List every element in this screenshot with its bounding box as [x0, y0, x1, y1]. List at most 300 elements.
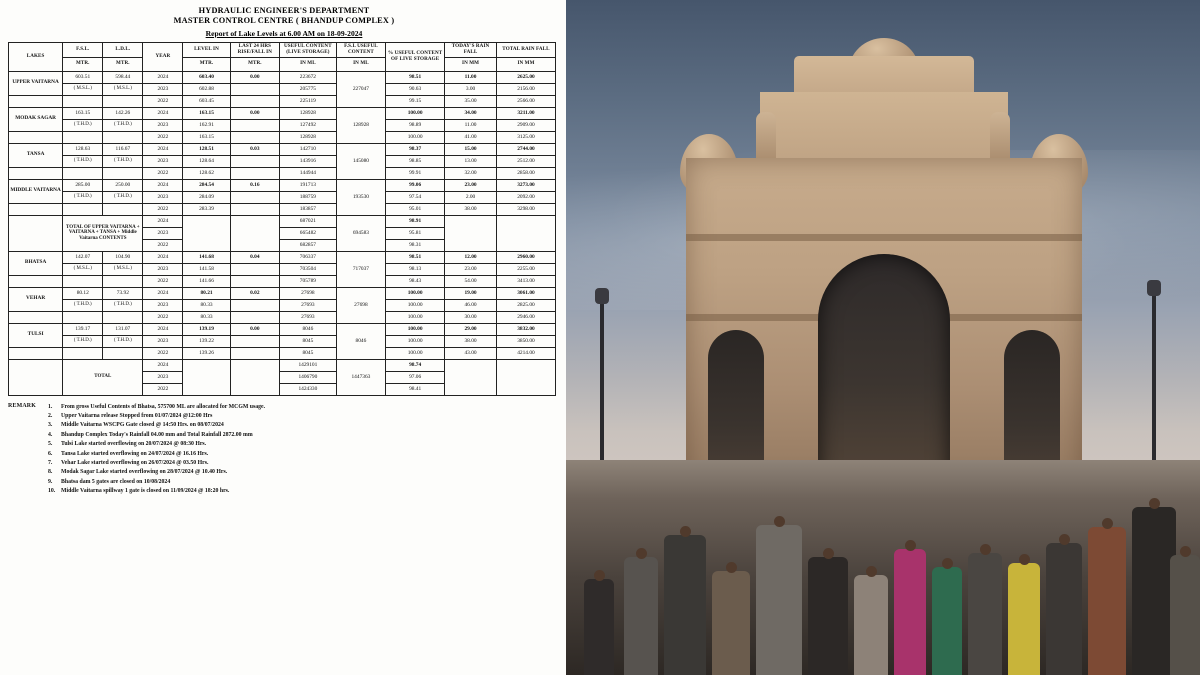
- table-body: [9, 71, 556, 395]
- table-row: [9, 95, 556, 107]
- person-head: [905, 540, 916, 551]
- cell-today-rain: 23.00: [445, 179, 497, 191]
- cell-percent: 100.00: [386, 107, 445, 119]
- cell-total-rain: 3832.00: [496, 323, 555, 335]
- cell-useful: 191713: [280, 179, 337, 191]
- cell-level: 284.09: [183, 191, 230, 203]
- remark-number: 3.: [48, 422, 53, 429]
- cell-percent: 98.51: [386, 71, 445, 83]
- cell-total-rain: 3273.00: [496, 179, 555, 191]
- remark-item: [48, 440, 560, 449]
- table-row: [9, 83, 556, 95]
- cell-today-rain: 38.00: [445, 203, 497, 215]
- cell-level: 163.15: [183, 107, 230, 119]
- cell-level: 128.51: [183, 143, 230, 155]
- cell-percent: 95.81: [386, 227, 445, 239]
- cell-fsl-useful: 717037: [336, 251, 386, 287]
- cell-today-rain: 43.00: [445, 347, 497, 359]
- cell-percent: 98.31: [386, 239, 445, 251]
- person-head: [680, 526, 691, 537]
- person: [1046, 543, 1082, 675]
- person-head: [774, 516, 785, 527]
- remarks-section: [8, 403, 560, 497]
- person-head: [1019, 554, 1030, 565]
- cell-rise-fall: 0.16: [230, 179, 280, 191]
- cell-rise-fall: [230, 95, 280, 107]
- table-row: [9, 155, 556, 167]
- cell-fsl: [63, 167, 103, 179]
- cell-ldl-note: ( T.H.D.): [103, 335, 143, 347]
- cell-ldl: 131.07: [103, 323, 143, 335]
- cell-year: 2023: [143, 263, 183, 275]
- cell-fsl-useful: 227047: [336, 71, 386, 107]
- cell-useful: 682857: [280, 239, 337, 251]
- cell-ldl: 250.00: [103, 179, 143, 191]
- unit-today-rain: IN MM: [445, 57, 497, 71]
- cell-fsl: 142.07: [63, 251, 103, 263]
- cell-lake-name: TANSA: [9, 143, 63, 167]
- cell-today-rain: 11.00: [445, 71, 497, 83]
- street-lamp-left-icon: [600, 300, 604, 486]
- remark-item: [48, 468, 560, 477]
- remark-number: 2.: [48, 413, 53, 419]
- cell-today-rain: 19.00: [445, 287, 497, 299]
- cell-percent: 100.00: [386, 335, 445, 347]
- person: [664, 535, 706, 675]
- table-row: [9, 311, 556, 323]
- street-lamp-right-icon: [1152, 292, 1156, 488]
- unit-level: MTR.: [183, 57, 230, 71]
- cell-total-rain: 2946.00: [496, 311, 555, 323]
- cell-today-rain: 3.00: [445, 83, 497, 95]
- central-archway: [818, 254, 950, 488]
- cell-year: 2023: [143, 119, 183, 131]
- cell-fsl: 128.63: [63, 143, 103, 155]
- remark-text: Middle Vaitarna WSCPG Gate closed @ 14:50 Hrs. on 08/07/2024: [61, 422, 224, 429]
- table-row: [9, 131, 556, 143]
- remark-item: [48, 421, 560, 430]
- cell-today-rain: 30.00: [445, 311, 497, 323]
- cell-today-rain: 34.00: [445, 107, 497, 119]
- remarks-title: REMARK: [8, 402, 37, 409]
- table-row: [9, 203, 556, 215]
- cell-rise-fall: [230, 167, 280, 179]
- table-units-row: [9, 57, 556, 71]
- cell-ldl-note: ( M.S.L.): [103, 83, 143, 95]
- col-level: LEVEL IN: [183, 43, 230, 57]
- cell-rise-fall: [230, 191, 280, 203]
- cell-year: 2024: [143, 107, 183, 119]
- cell-year: 2022: [143, 131, 183, 143]
- cell-useful: 128928: [280, 131, 337, 143]
- cell-year: 2022: [143, 347, 183, 359]
- cell-year: 2023: [143, 155, 183, 167]
- table-row: [9, 347, 556, 359]
- subtotal-label: TOTAL OF UPPER VAITARNA + VAITARNA + TANSA + Middle Vaitarna CONTENTS: [63, 215, 143, 251]
- unit-ldl: MTR.: [103, 57, 143, 71]
- remark-number: 4.: [48, 431, 53, 438]
- cell-percent: 100.00: [386, 299, 445, 311]
- remark-number: 7.: [48, 459, 53, 466]
- cell-percent: 99.06: [386, 179, 445, 191]
- cell-total-rain: 2858.00: [496, 167, 555, 179]
- grandtotal-total-blank: [496, 359, 555, 395]
- col-year: YEAR: [143, 43, 183, 71]
- cell-lake-name: [9, 203, 63, 215]
- remark-text: Upper Vaitarna release Stopped from 01/07/2024 @12:00 Hrs: [61, 413, 213, 419]
- cell-ldl: [103, 131, 143, 143]
- cell-fsl: [63, 203, 103, 215]
- person-head: [726, 562, 737, 573]
- cell-percent: 100.00: [386, 347, 445, 359]
- cell-lake-name: [9, 275, 63, 287]
- cell-rise-fall: [230, 299, 280, 311]
- cell-ldl: 73.92: [103, 287, 143, 299]
- gateway-of-india-photo: [566, 0, 1200, 675]
- cell-level: 603.45: [183, 95, 230, 107]
- cell-total-rain: 3850.00: [496, 335, 555, 347]
- cell-percent: 98.85: [386, 155, 445, 167]
- cell-useful: 27693: [280, 311, 337, 323]
- cell-ldl: [103, 203, 143, 215]
- cell-useful: 27693: [280, 299, 337, 311]
- cell-level: 283.39: [183, 203, 230, 215]
- table-row: [9, 167, 556, 179]
- cell-percent: 98.74: [386, 359, 445, 371]
- cell-fsl-note: ( T.H.D.): [63, 119, 103, 131]
- person-head: [594, 570, 605, 581]
- remark-text: Bhandup Complex Today's Rainfall 04.00 mm and Total Rainfall 2872.00 mm: [61, 431, 253, 438]
- cell-rise-fall: [230, 347, 280, 359]
- person-head: [942, 558, 953, 569]
- table-row: [9, 119, 556, 131]
- cell-fsl: 285.00: [63, 179, 103, 191]
- cell-today-rain: 29.00: [445, 323, 497, 335]
- cell-percent: 97.54: [386, 191, 445, 203]
- col-rise-fall: LAST 24 HRS RISE/FALL IN: [230, 43, 280, 57]
- cell-ldl-note: ( M.S.L.): [103, 263, 143, 275]
- cell-fsl-useful: 128928: [336, 107, 386, 143]
- cell-useful: 144944: [280, 167, 337, 179]
- cell-total-rain: 2960.00: [496, 251, 555, 263]
- cell-total-rain: 2744.00: [496, 143, 555, 155]
- table-row: [9, 71, 556, 83]
- cell-percent: 100.00: [386, 287, 445, 299]
- cell-useful: 687021: [280, 215, 337, 227]
- cell-ldl: [103, 311, 143, 323]
- remark-number: 6.: [48, 450, 53, 457]
- person: [894, 549, 926, 675]
- remark-number: 8.: [48, 469, 53, 476]
- cell-lake-name: BHATSA: [9, 251, 63, 275]
- grandtotal-rise-blank: [230, 359, 280, 395]
- cell-lake-name: [9, 311, 63, 323]
- cell-fsl-useful: 193530: [336, 179, 386, 215]
- person: [584, 579, 614, 675]
- cell-level: 80.33: [183, 311, 230, 323]
- cell-rise-fall: [230, 263, 280, 275]
- cell-year: 2022: [143, 275, 183, 287]
- table-row: [9, 335, 556, 347]
- cell-useful: 142710: [280, 143, 337, 155]
- turret-right-icon: [990, 112, 1010, 162]
- cell-percent: 98.41: [386, 383, 445, 395]
- person: [968, 553, 1002, 675]
- person-head: [1149, 498, 1160, 509]
- unit-fsl-useful: IN ML: [336, 57, 386, 71]
- remark-number: 9.: [48, 478, 53, 485]
- cell-fsl-note: ( T.H.D.): [63, 155, 103, 167]
- cell-percent: 95.01: [386, 203, 445, 215]
- cell-fsl: [63, 131, 103, 143]
- cornice-band-upper: [686, 234, 1082, 241]
- cell-fsl-useful: 27698: [336, 287, 386, 323]
- cell-rise-fall: 0.00: [230, 71, 280, 83]
- person-head: [1180, 546, 1191, 557]
- col-ldl: L.D.L.: [103, 43, 143, 57]
- cell-useful: 27698: [280, 287, 337, 299]
- cell-level: 128.64: [183, 155, 230, 167]
- cell-rise-fall: 0.00: [230, 107, 280, 119]
- cell-fsl: [63, 311, 103, 323]
- table-row: [9, 179, 556, 191]
- cell-useful: 183857: [280, 203, 337, 215]
- cell-percent: 98.91: [386, 215, 445, 227]
- table-row: [9, 275, 556, 287]
- unit-total-rain: IN MM: [496, 57, 555, 71]
- remark-text: Bhatsa dam 5 gates are closed on 10/08/2024: [61, 478, 171, 485]
- subtotal-blank: [9, 215, 63, 251]
- cell-useful: 705789: [280, 275, 337, 287]
- cell-lake-name: [9, 131, 63, 143]
- cell-year: 2023: [143, 371, 183, 383]
- cell-rise-fall: [230, 155, 280, 167]
- cell-total-rain: 2909.00: [496, 119, 555, 131]
- cell-useful: 1406790: [280, 371, 337, 383]
- remark-item: [48, 450, 560, 459]
- cell-percent: 100.00: [386, 323, 445, 335]
- grandtotal-level-blank: [183, 359, 230, 395]
- lake-levels-table: [8, 42, 556, 395]
- cell-level: 162.91: [183, 119, 230, 131]
- person: [624, 557, 658, 675]
- cell-level: 284.54: [183, 179, 230, 191]
- cell-year: 2022: [143, 167, 183, 179]
- person-head: [980, 544, 991, 555]
- report-inner: [8, 6, 560, 497]
- cell-percent: 98.13: [386, 263, 445, 275]
- cell-fsl-useful: 8046: [336, 323, 386, 359]
- cell-rise-fall: [230, 131, 280, 143]
- cell-useful: 205775: [280, 83, 337, 95]
- cell-level: 139.22: [183, 335, 230, 347]
- cell-level: 80.33: [183, 299, 230, 311]
- cell-fsl: 603.51: [63, 71, 103, 83]
- remark-text: Modak Sagar Lake started overflowing on 28/07/2024 @ 10.40 Hrs.: [61, 469, 228, 476]
- cell-year: 2023: [143, 227, 183, 239]
- cell-lake-name: [9, 167, 63, 179]
- cell-fsl-note: ( M.S.L.): [63, 263, 103, 275]
- cell-fsl-useful: 1447363: [336, 359, 386, 395]
- person: [756, 525, 802, 675]
- person-head: [823, 548, 834, 559]
- remarks-list: [48, 403, 560, 497]
- cell-today-rain: 46.00: [445, 299, 497, 311]
- cell-percent: 97.06: [386, 371, 445, 383]
- cell-total-rain: 3298.00: [496, 203, 555, 215]
- cell-lake-name: VEHAR: [9, 287, 63, 311]
- person-head: [636, 548, 647, 559]
- remark-text: Middle Vaitarna spillway 1 gate is closed on 11/09/2024 @ 18:20 hrs.: [61, 488, 230, 495]
- cell-percent: 98.43: [386, 275, 445, 287]
- cell-year: 2022: [143, 95, 183, 107]
- cell-rise-fall: [230, 203, 280, 215]
- cell-fsl-useful: 694583: [336, 215, 386, 251]
- cell-level: 139.19: [183, 323, 230, 335]
- cell-percent: 98.89: [386, 119, 445, 131]
- person: [1088, 527, 1126, 675]
- cell-level: 128.62: [183, 167, 230, 179]
- cell-level: 141.58: [183, 263, 230, 275]
- cell-useful: 223672: [280, 71, 337, 83]
- cell-today-rain: 2.00: [445, 191, 497, 203]
- cell-ldl: 598.44: [103, 71, 143, 83]
- cell-ldl: [103, 95, 143, 107]
- cell-percent: 99.15: [386, 95, 445, 107]
- cell-useful: 706337: [280, 251, 337, 263]
- grandtotal-row: [9, 359, 556, 371]
- cell-total-rain: 2092.00: [496, 191, 555, 203]
- cell-total-rain: 2512.00: [496, 155, 555, 167]
- cell-total-rain: 3413.00: [496, 275, 555, 287]
- cell-level: 603.40: [183, 71, 230, 83]
- person-head: [866, 566, 877, 577]
- cell-total-rain: 2566.00: [496, 95, 555, 107]
- cell-total-rain: 2156.00: [496, 83, 555, 95]
- cell-rise-fall: 0.03: [230, 143, 280, 155]
- cell-useful: 665482: [280, 227, 337, 239]
- cell-percent: 99.91: [386, 167, 445, 179]
- remark-item: [48, 403, 560, 412]
- cell-ldl-note: ( T.H.D.): [103, 155, 143, 167]
- table-header-row: [9, 43, 556, 57]
- table-row: [9, 323, 556, 335]
- remark-item: [48, 412, 560, 421]
- cell-year: 2023: [143, 335, 183, 347]
- remark-number: 5.: [48, 441, 53, 448]
- cell-fsl-note: ( T.H.D.): [63, 299, 103, 311]
- cell-today-rain: 32.00: [445, 167, 497, 179]
- subtotal-total-blank: [496, 215, 555, 251]
- cell-year: 2024: [143, 359, 183, 371]
- cell-fsl: 163.15: [63, 107, 103, 119]
- col-total-rainfall: TOTAL RAIN FALL: [496, 43, 555, 57]
- unit-fsl: MTR.: [63, 57, 103, 71]
- cell-percent: 98.37: [386, 143, 445, 155]
- col-fsl-useful-content: F.S.L USEFUL CONTENT: [336, 43, 386, 57]
- col-today-rainfall: TODAY'S RAIN FALL: [445, 43, 497, 57]
- grandtotal-label: TOTAL: [63, 359, 143, 395]
- remark-text: Tansa Lake started overflowing on 24/07/2024 @ 16.16 Hrs.: [61, 450, 209, 457]
- table-row: [9, 191, 556, 203]
- cell-today-rain: 41.00: [445, 131, 497, 143]
- cell-useful: 1429101: [280, 359, 337, 371]
- cell-year: 2024: [143, 179, 183, 191]
- cell-total-rain: 3125.00: [496, 131, 555, 143]
- cell-year: 2024: [143, 323, 183, 335]
- table-row: [9, 143, 556, 155]
- cell-ldl: 142.26: [103, 107, 143, 119]
- remark-item: [48, 459, 560, 468]
- remark-text: Tulsi Lake started overflowing on 20/07/2024 @ 08:30 Hrs.: [61, 441, 207, 448]
- cell-level: 602.88: [183, 83, 230, 95]
- cell-total-rain: 2625.00: [496, 71, 555, 83]
- grandtotal-today-blank: [445, 359, 497, 395]
- cell-fsl: 80.12: [63, 287, 103, 299]
- monument-mid-tier: [760, 92, 1008, 164]
- cell-today-rain: 12.00: [445, 251, 497, 263]
- cell-today-rain: 13.00: [445, 155, 497, 167]
- remark-item: [48, 487, 560, 496]
- cell-useful: 188759: [280, 191, 337, 203]
- cell-year: 2022: [143, 203, 183, 215]
- person: [854, 575, 888, 675]
- cell-year: 2024: [143, 287, 183, 299]
- remark-item: [48, 478, 560, 487]
- lake-levels-report: [0, 0, 566, 675]
- cell-lake-name: UPPER VAITARNA: [9, 71, 63, 95]
- cell-year: 2024: [143, 143, 183, 155]
- cell-fsl-note: ( T.H.D.): [63, 191, 103, 203]
- cell-total-rain: 3211.00: [496, 107, 555, 119]
- subtotal-level-blank: [183, 215, 230, 251]
- cell-today-rain: 11.00: [445, 119, 497, 131]
- cell-fsl: [63, 275, 103, 287]
- cell-total-rain: 2255.00: [496, 263, 555, 275]
- col-useful-content: USEFUL CONTENT (LIVE STORAGE): [280, 43, 337, 57]
- report-header-line1: HYDRAULIC ENGINEER'S DEPARTMENT: [198, 6, 370, 15]
- cell-rise-fall: [230, 335, 280, 347]
- subtotal-today-blank: [445, 215, 497, 251]
- crowd-of-visitors: [566, 460, 1200, 675]
- remark-number: 1.: [48, 403, 53, 410]
- cell-year: 2024: [143, 215, 183, 227]
- cell-rise-fall: 0.04: [230, 251, 280, 263]
- cell-lake-name: TULSI: [9, 323, 63, 347]
- cell-year: 2023: [143, 83, 183, 95]
- cell-level: 141.68: [183, 251, 230, 263]
- cell-rise-fall: [230, 83, 280, 95]
- cell-rise-fall: [230, 311, 280, 323]
- grandtotal-blank: [9, 359, 63, 395]
- col-fsl: F.S.L.: [63, 43, 103, 57]
- cell-rise-fall: [230, 275, 280, 287]
- cell-today-rain: 35.00: [445, 95, 497, 107]
- cell-useful: 128928: [280, 107, 337, 119]
- cell-fsl-note: ( T.H.D.): [63, 335, 103, 347]
- remark-text: Vehar Lake started overflowing on 26/07/2024 @ 03.50 Hrs.: [61, 459, 209, 466]
- cell-year: 2023: [143, 299, 183, 311]
- cell-ldl: [103, 167, 143, 179]
- cell-percent: 100.00: [386, 311, 445, 323]
- remark-text: From gross Useful Contents of Bhatsa, 575700 ML are allocated for MCGM usage.: [61, 403, 266, 410]
- cell-level: 141.66: [183, 275, 230, 287]
- cell-level: 139.26: [183, 347, 230, 359]
- unit-useful: IN ML: [280, 57, 337, 71]
- cell-percent: 98.51: [386, 251, 445, 263]
- col-lakes: LAKES: [9, 43, 63, 71]
- remark-item: [48, 431, 560, 440]
